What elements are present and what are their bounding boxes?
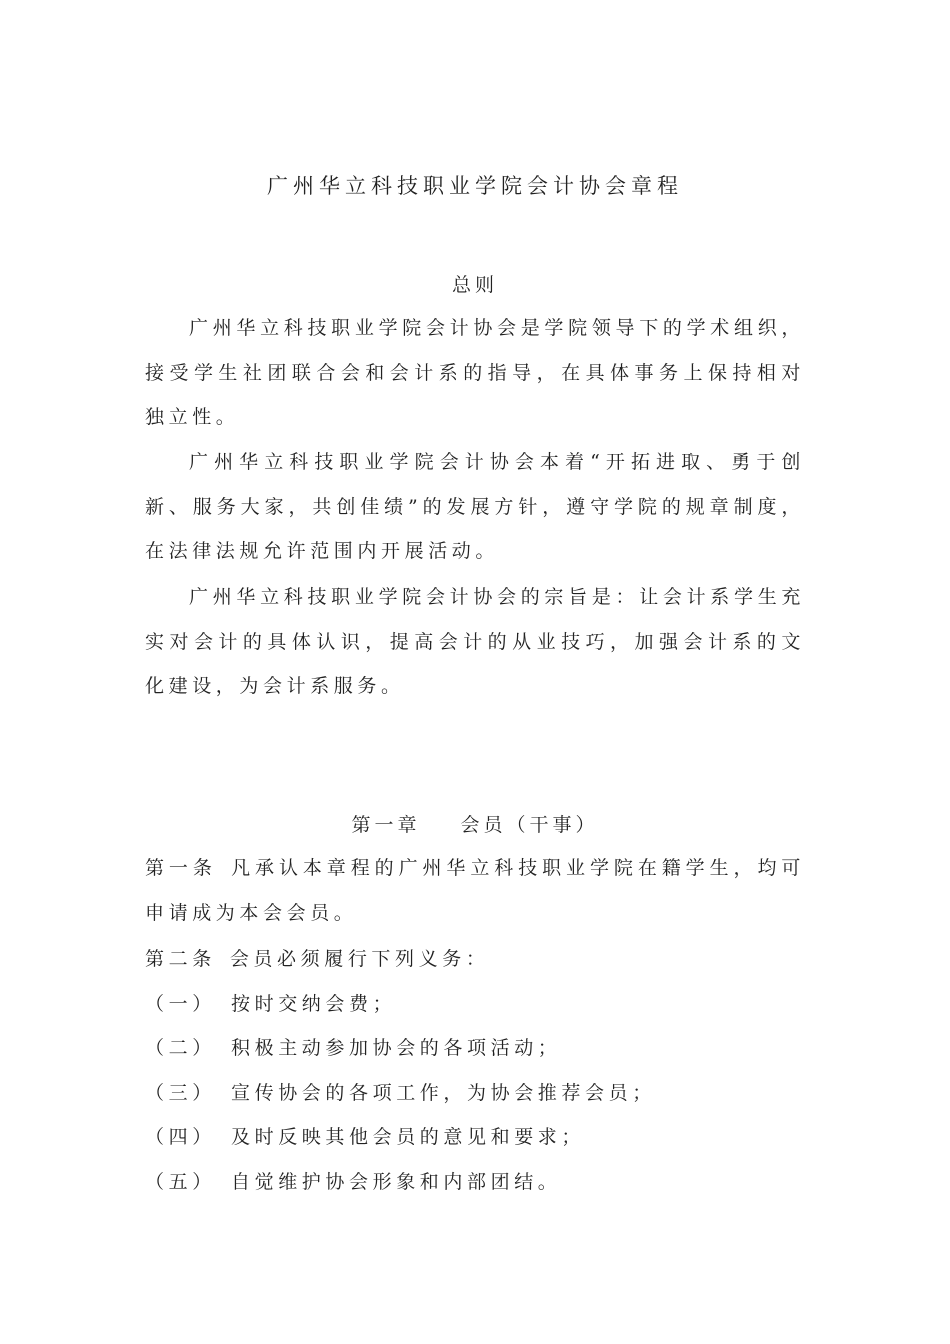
general-heading: 总则 (451, 274, 498, 296)
list-item (145, 1034, 561, 1062)
list-item (145, 1123, 585, 1151)
chapter-1-heading (0, 811, 950, 839)
list-item (145, 990, 396, 1018)
article-2-label: 第二条 (145, 948, 216, 970)
general-paragraph-3: 广州华立科技职业学院会计协会的宗旨是：让会计系学生充实对会计的具体认识，提高会计的从业技巧，加强会计系的文化建设，为会计系服务。 (145, 586, 805, 697)
list-item-text: 按时交纳会费； (231, 993, 397, 1015)
article-1 (145, 846, 805, 935)
document-title: 广州华立科技职业学院会计协会章程 (267, 174, 683, 198)
list-item-text: 宣传协会的各项工作，为协会推荐会员； (231, 1082, 656, 1104)
list-item-text: 积极主动参加协会的各项活动； (231, 1037, 562, 1059)
general-paragraph-2: 广州华立科技职业学院会计协会本着“开拓进取、勇于创新、服务大家，共创佳绩”的发展方针，遵守学院的规章制度，在法律法规允许范围内开展活动。 (145, 451, 805, 562)
article-2 (145, 945, 489, 973)
general-paragraph-1: 广州华立科技职业学院会计协会是学院领导下的学术组织，接受学生社团联合会和会计系的指导，在具体事务上保持相对独立性。 (145, 317, 805, 428)
article-2-text: 会员必须履行下列义务： (229, 948, 490, 970)
list-item-text: 及时反映其他会员的意见和要求； (231, 1126, 586, 1148)
list-item-text: 自觉维护协会形象和内部团结。 (231, 1171, 562, 1193)
chapter-1-number: 第一章 (351, 814, 421, 836)
list-item (145, 1079, 656, 1107)
article-1-label: 第一条 (145, 857, 217, 879)
list-item-number: （四） (145, 1126, 216, 1148)
list-item (145, 1168, 561, 1196)
list-item-number: （二） (145, 1037, 216, 1059)
list-item-number: （一） (145, 993, 216, 1015)
article-1-text: 凡承认本章程的广州华立科技职业学院在籍学生，均可申请成为本会会员。 (145, 857, 805, 924)
list-item-number: （三） (145, 1082, 216, 1104)
chapter-1-name: 会员（干事） (460, 814, 599, 836)
list-item-number: （五） (145, 1171, 216, 1193)
